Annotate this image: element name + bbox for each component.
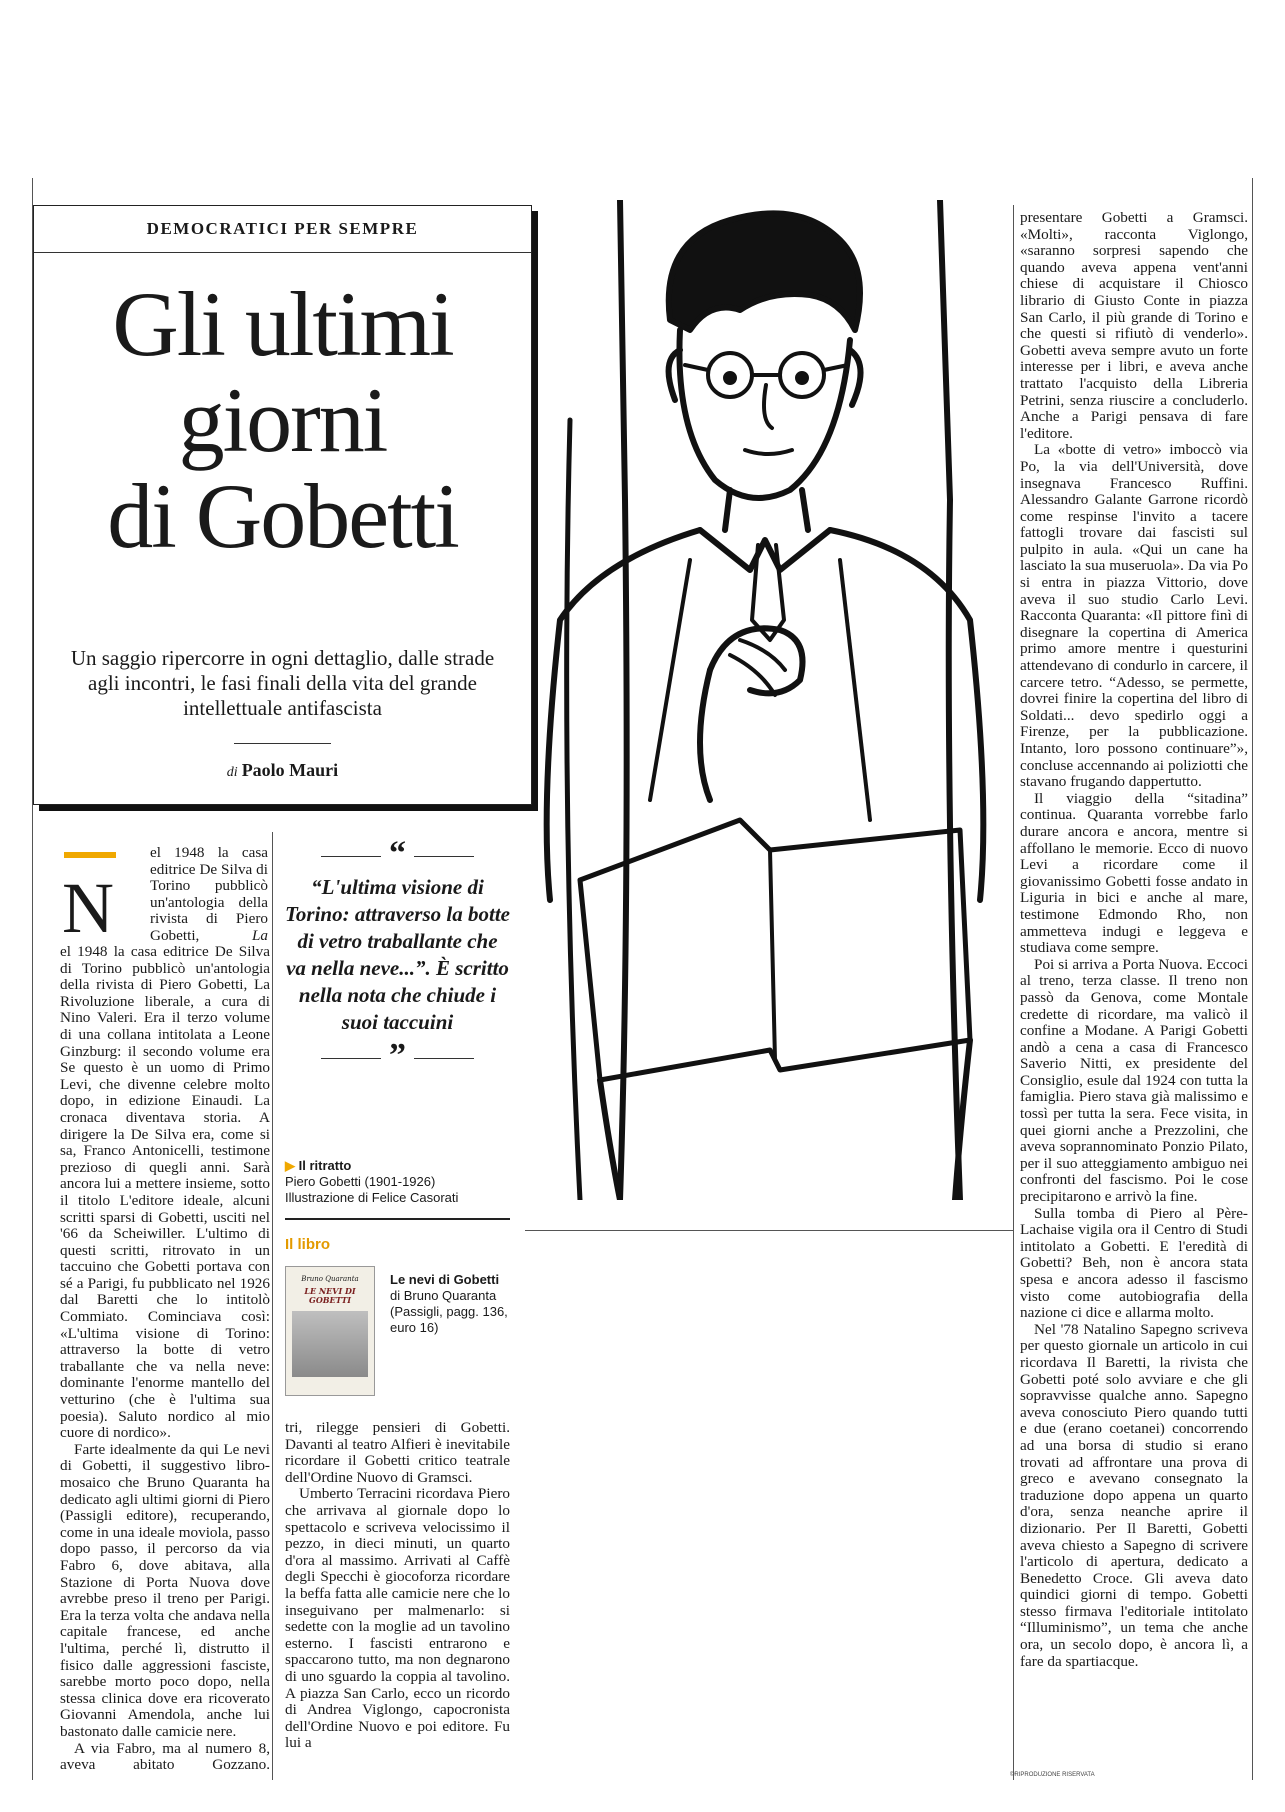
frame-right bbox=[1252, 178, 1253, 1780]
paragraph: Sulla tomba di Piero al Père-Lachaise vigila ora il Centro di Studi intitolato a Gobetti. E l'eredità di Gobetti? Beh, non è ancora stata spesa e ancora adesso il fascismo visto come autobiografia della nazione ci dice e allarma molto. bbox=[1020, 1204, 1248, 1322]
caption-title: ▶ Il ritratto bbox=[285, 1158, 352, 1173]
quote-close-mark: ” bbox=[285, 1042, 510, 1070]
paragraph: Poi si arriva a Porta Nuova. Eccoci al treno, terza classe. Il treno non passò da Genova, come Montale credette di ricordare, ma valicò il confine a Modane. A Parigi Gobetti andò a cena a casa di Francesco Saverio Nitti, ex presidente del Consiglio, esule dal 1924 con tutta la famiglia. Piero stava già malissimo e tossì per tutta la sera. Fece visita, in quei giorni anche a Prezzolini, che aveva soprannominato Ponzio Pilato, per il suo atteggiamento ambiguo nei confronti del fascismo. Poi le cose precipitarono e arrivò la fine. bbox=[1020, 955, 1248, 1206]
article-column-2 bbox=[285, 1420, 510, 1778]
paragraph: tri, rilegge pensieri di Gobetti. Davanti al teatro Alfieri è inevitabile ricordare il Gobetti critico teatrale dell'Ordine Nuovo di Gramsci. bbox=[285, 1420, 510, 1486]
caption-rule bbox=[285, 1218, 510, 1220]
article-column-3 bbox=[1020, 210, 1248, 1768]
dropcap: N bbox=[62, 868, 114, 948]
paragraph: A via Fabro, ma al numero 8, aveva abitato Gozzano. bbox=[60, 1739, 270, 1774]
headline-line-1: Gli ultimi bbox=[112, 273, 453, 375]
headline-line-3: di Gobetti bbox=[107, 465, 458, 567]
book-details: di Bruno Quaranta (Passigli, pagg. 136, euro 16) bbox=[390, 1288, 508, 1335]
paragraph: Il viaggio della “sitadina” continua. Quaranta vorrebbe farlo durare ancora e ancora, mentre si affollano le memorie. Ecco di nuovo Levi a ricordare come il giovanissimo Gobetti fosse andato in Liguria in bici e anche al mare, testimone Edmondo Rho, non ammetteva indugi e leggeva e studiava come sempre. bbox=[1020, 789, 1248, 957]
book-cover-photo bbox=[292, 1311, 368, 1377]
headline-box bbox=[33, 205, 532, 805]
illustration-caption bbox=[285, 1158, 510, 1206]
gobetti-portrait-illustration bbox=[540, 200, 1000, 1200]
article-column-1-top bbox=[150, 845, 268, 944]
byline-rule bbox=[234, 743, 331, 744]
kicker: DEMOCRATICI PER SEMPRE bbox=[34, 206, 531, 253]
pull-quote bbox=[285, 835, 510, 1074]
dropcap-accent bbox=[64, 852, 116, 858]
paragraph: presentare Gobetti a Gramsci. «Molti», racconta Viglongo, «saranno sorpresi sapendo che quando aveva appena vent'anni chiese di acquistare il Chiosco librario di Giusto Conte in piazza San Carlo, il più grande di Torino e che questi si rifiutò di venderlo». Gobetti aveva sempre avuto un forte interesse per i libri, e aveva anche trattato l'acquisto della Libreria Petrini, senza riuscire a concluderlo. Anche a Parigi pensava di fare l'editore. bbox=[1020, 210, 1248, 442]
caption-line-2: Illustrazione di Felice Casorati bbox=[285, 1190, 459, 1205]
column-divider-2 bbox=[1013, 205, 1014, 1780]
quote-open-mark: “ bbox=[285, 840, 510, 868]
byline-prefix: di bbox=[226, 765, 238, 780]
copyright-notice: ©RIPRODUZIONE RISERVATA bbox=[1010, 1772, 1095, 1778]
byline-author: Paolo Mauri bbox=[241, 760, 339, 780]
paragraph: el 1948 la casa editrice De Silva di Torino pubblicò un'antologia della rivista di Piero Gobetti, La bbox=[150, 845, 268, 944]
book-cover-title: LE NEVI DI GOBETTI bbox=[304, 1286, 356, 1305]
caption-line-1: Piero Gobetti (1901-1926) bbox=[285, 1174, 436, 1189]
byline bbox=[34, 760, 531, 781]
book-cover-author: Bruno Quaranta bbox=[301, 1275, 359, 1283]
headline bbox=[54, 273, 511, 567]
quote-text: “L'ultima visione di Torino: attraverso la botte di vetro traballante che va nella neve...”. È scritto nella nota che chiude i suoi taccuini bbox=[285, 875, 510, 1034]
paragraph: Nel '78 Natalino Sapegno scriveva per questo giornale un articolo in cui ricordava Il Baretti, la rivista che Gobetti poté solo avviare e che gli sopravvisse qualche anno. Sapegno aveva conosciuto Piero quando tutti e due (erano coetanei) concorrendo ad una borsa di studio si erano trovati ad affrontare una prova di greco e avevano consegnato la traduzione dopo appena un quarto d'ora, senza neanche aprire il dizionario. Per Il Baretti, Gobetti aveva chiesto a Sapegno di scrivere l'articolo di apertura, dedicato a Benedetto Croce. Gli aveva dato quindici giorni di tempo. Gobetti stesso firmava l'editoriale intitolato “Illuminismo”, un tema che anche ora, un secolo dopo, è ancora lì, a fare da spartiacque. bbox=[1020, 1320, 1248, 1670]
column-divider-1 bbox=[272, 832, 273, 1780]
subtitle: Un saggio ripercorre in ogni dettaglio, dalle strade agli incontri, le fasi finali della vita del grande intellettuale antifascista bbox=[70, 646, 495, 720]
book-section-label: Il libro bbox=[285, 1236, 330, 1253]
paragraph: La «botte di vetro» imboccò via Po, la via dell'Università, dove insegnava Francesco Ruffini. Alessandro Galante Garrone ricordò come respinse l'invito a tacere fattogli trovare dai fascisti sul pulpito in aula. «Qui un cane ha lasciato la sua museruola». Da via Po si entra in piazza Vittorio, dove aveva il suo studio Carlo Levi. Racconta Quaranta: «Il pittore finì di disegnare la copertina di America primo amore mentre i questurini attendevano di condurlo in carcere, il carcere tetro. “Adesso, se permette, dovrei finire la copertina del libro di Soldati... devo spedirlo oggi a Firenze, per la pubblicazione. Intanto, loro possono continuare”», concluse accennando ai poliziotti che stavano frugando dappertutto. bbox=[1020, 441, 1248, 791]
paragraph: Umberto Terracini ricordava Piero che arrivava al giornale dopo lo spettacolo e scriveva velocissimo il pezzo, in dieci minuti, un quarto d'ora al massimo. Arrivati al Caffè degli Specchi è giocoforza ricordare la beffa fatta alle camicie nere che lo inseguivano per malmenarlo: si sedette con la moglie ad un tavolino esterno. I fascisti entrarono e spaccarono tutto, ma non degnarono di uno sguardo la coppia al tavolino. A piazza San Carlo, ecco un ricordo di Andrea Viglongo, capocronista dell'Ordine Nuovo e poi editore. Fu lui a bbox=[285, 1485, 510, 1752]
article-column-1 bbox=[60, 944, 270, 1774]
book-info bbox=[390, 1272, 510, 1336]
illus-bottom-rule bbox=[525, 1230, 1013, 1231]
paragraph: Farte idealmente da qui Le nevi di Gobetti, il suggestivo libro-mosaico che Bruno Quaranta ha dedicato agli ultimi giorni di Piero (Passigli editore), recuperando, come in una ideale moviola, passo dopo passo, il percorso da via Fabro 6, dove abitava, alla Stazione di Porta Nuova dove avrebbe preso il treno per Parigi. Era la terza volta che andava nella capitale francese, ed anche l'ultima, perché lì, distrutto il fisico dalle aggressioni fasciste, sarebbe morto poco dopo, nella stessa clinica dove era ricoverato Giovanni Amendola, anche lui bastonato dalle camicie nere. bbox=[60, 1440, 270, 1740]
headline-line-2: giorni bbox=[178, 369, 387, 471]
book-title: Le nevi di Gobetti bbox=[390, 1272, 500, 1287]
book-cover-image bbox=[285, 1266, 375, 1396]
paragraph: el 1948 la casa editrice De Silva di Torino pubblicò un'antologia della rivista di Piero Gobetti, La Rivoluzione liberale, a cura di Nino Valeri. Era il terzo volume di una collana intitolata a Leone Ginzburg: il secondo volume era Se questo è un uomo di Primo Levi, che divenne celebre molto dopo, in edizione Einaudi. La cronaca diventava storia. A dirigere la De Silva era, come si sa, Franco Antonicelli, testimone prezioso di quegli anni. Sarà ancora lui a mettere insieme, sotto il titolo L'editore ideale, alcuni scritti sparsi di Gobetti, usciti nel '66 da Scheiwiller. L'ultimo di questi scritti, ritrovato in un taccuino che Gobetti portava con sé a Parigi, fu pubblicato nel 1926 dal Baretti che lo intitolò Commiato. Cominciava così: «L'ultima visione di Torino: attraverso la botte di vetro traballante che va nella neve: dominante l'enorme mantello del vetturino (che è l'ultima sua poesia). Saluto nordico al mio cuore di nordico». bbox=[60, 944, 270, 1442]
